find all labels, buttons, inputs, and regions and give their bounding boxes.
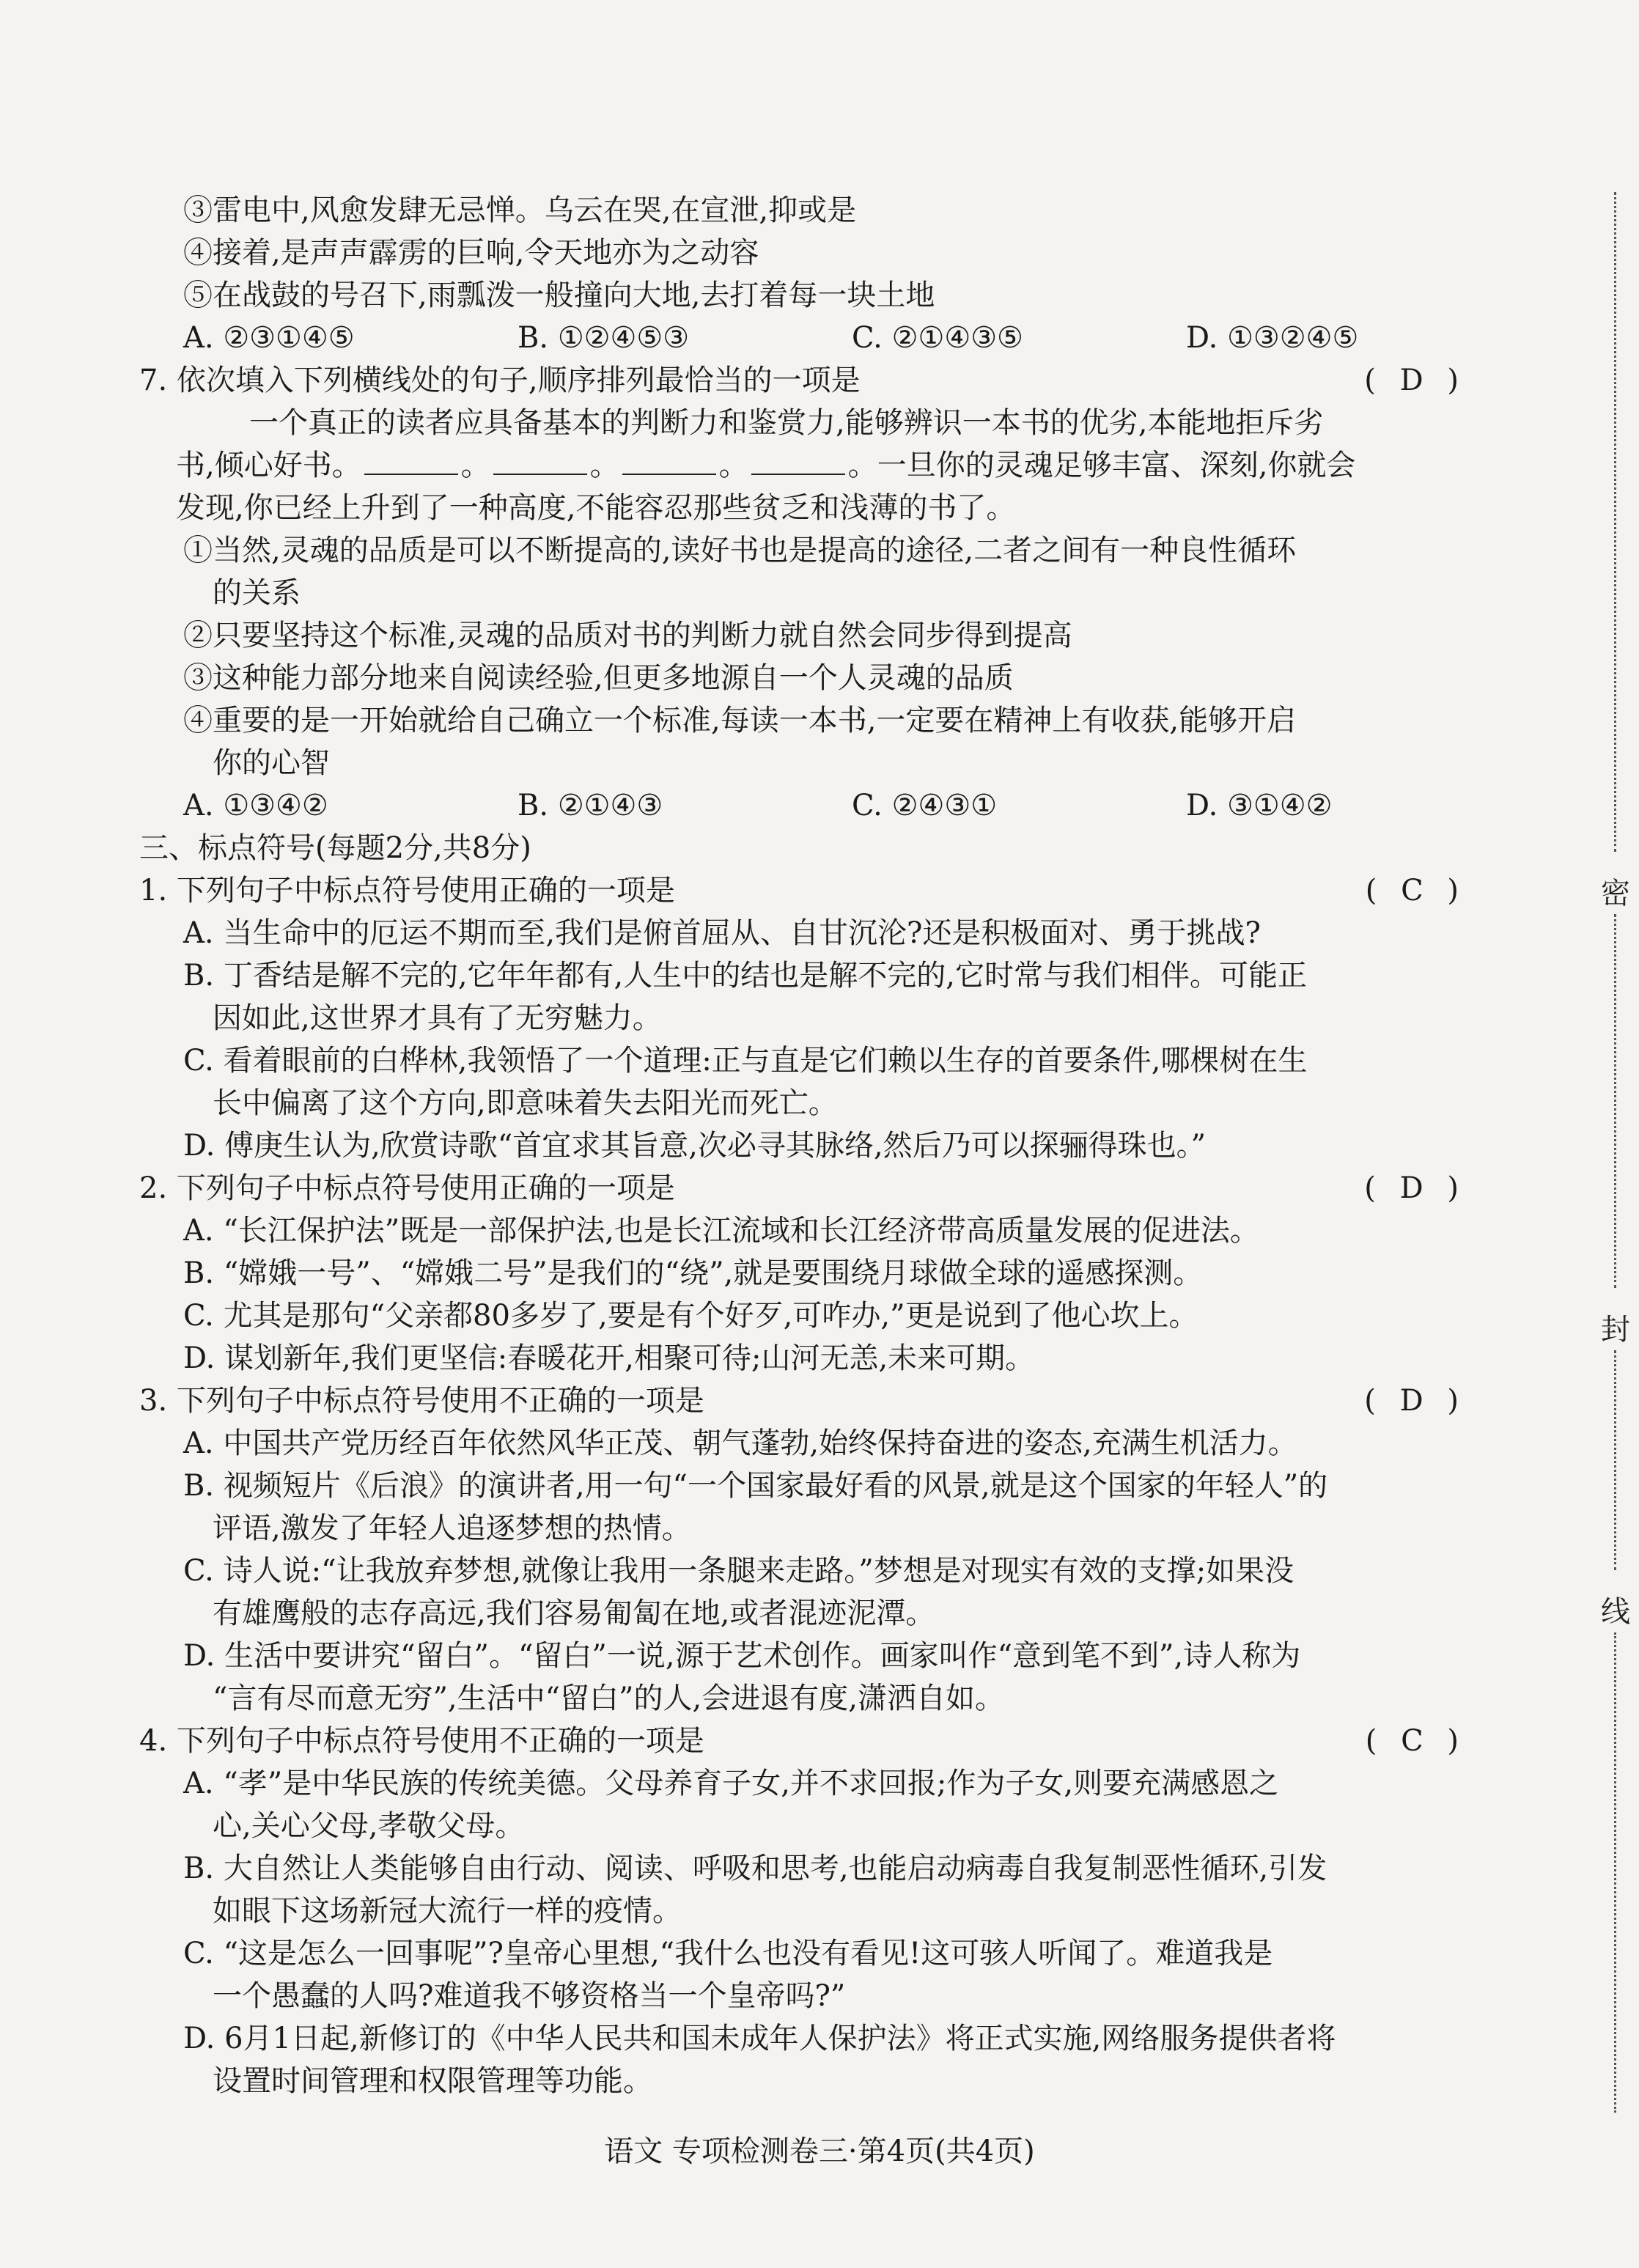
option-line: ⑤在战鼓的号召下,雨瓢泼一般撞向大地,去打着每一块土地 [183,279,935,312]
q7-item: ②只要坚持这个标准,灵魂的品质对书的判断力就自然会同步得到提高 [183,619,1072,652]
answer-q1: ( C ) [1365,874,1466,907]
answer-q2: ( D ) [1364,1171,1466,1205]
option-line: D. 6月1日起,新修订的《中华人民共和国未成年人保护法》将正式实施,网络服务提供者将 [183,2022,1336,2055]
seal-strip [1601,192,1630,2113]
choice-a: A. ①③④② [183,789,328,822]
exam-content [139,189,1466,2102]
option-line-cont: 长中偏离了这个方向,即意味着失去阳光而死亡。 [213,1086,838,1120]
question-stem: 3. 下列句子中标点符号使用不正确的一项是 ( D ) [139,1380,1466,1422]
blank-1 [364,444,458,475]
choice-d: D. ③①④② [1186,789,1333,822]
q7-item: ①当然,灵魂的品质是可以不断提高的,读好书也是提高的途径,二者之间有一种良性循环 [183,534,1297,567]
question-stem: 2. 下列句子中标点符号使用正确的一项是 ( D ) [139,1167,1466,1210]
option-line: C. 尤其是那句“父亲都80多岁了,要是有个好歹,可咋办,”更是说到了他心坎上。 [183,1299,1198,1333]
blank-3 [622,444,716,475]
seal-feng: 封 [1601,1313,1630,1347]
seal-dashed-line [1614,1350,1616,1570]
option-line: A. 中国共产党历经百年依然风华正茂、朝气蓬勃,始终保持奋进的姿态,充满生机活力。 [183,1426,1297,1460]
option-line-cont: 有雄鹰般的志存高远,我们容易匍匐在地,或者混迹泥潭。 [213,1597,935,1630]
option-line: B. 大自然让人类能够自由行动、阅读、呼吸和思考,也能启动病毒自我复制恶性循环,引发 [183,1852,1327,1885]
q7-item-cont: 你的心智 [213,746,330,780]
blank-2 [493,444,587,475]
option-line-cont: 心,关心父母,孝敬父母。 [213,1809,525,1843]
option-line-cont: 因如此,这世界才具有了无穷魅力。 [213,1001,662,1035]
option-line-cont: 如眼下这场新冠大流行一样的疫情。 [213,1894,682,1928]
option-line-cont: 评语,激发了年轻人追逐梦想的热情。 [213,1512,691,1545]
q7-item: ④重要的是一开始就给自己确立一个标准,每读一本书,一定要在精神上有收获,能够开启 [183,704,1297,737]
option-line: C. “这是怎么一回事呢”?皇帝心里想,“我什么也没有看见!这可骇人听闻了。难道我是 [183,1937,1273,1970]
option-line: A. 当生命中的厄运不期而至,我们是俯首屈从、自甘沉沦?还是积极面对、勇于挑战? [183,916,1261,950]
option-line: B. 丁香结是解不完的,它年年都有,人生中的结也是解不完的,它时常与我们相伴。可能正 [183,959,1307,993]
option-line: ④接着,是声声霹雳的巨响,令天地亦为之动容 [183,236,759,270]
choice-d: D. ①③②④⑤ [1186,321,1359,355]
choice-a: A. ②③①④⑤ [183,321,355,355]
option-line: A. “孝”是中华民族的传统美德。父母养育子女,并不求回报;作为子女,则要充满感恩之 [183,1767,1279,1800]
choice-b: B. ②①④③ [518,789,663,822]
option-line: D. 傅庚生认为,欣赏诗歌“首宜求其旨意,次必寻其脉络,然后乃可以探骊得珠也。” [183,1129,1207,1163]
answer-q3: ( D ) [1364,1384,1466,1418]
q7-passage: 一个真正的读者应具备基本的判断力和鉴赏力,能够辨识一本书的优劣,本能地拒斥劣 [249,406,1324,440]
seal-dashed-line [1614,914,1616,1288]
q7-choices [139,784,1466,827]
seal-dashed-line [1614,192,1616,852]
option-line-cont: 设置时间管理和权限管理等功能。 [213,2064,652,2098]
answer-q7: ( D ) [1364,364,1466,397]
q7-item-cont: 的关系 [213,576,301,610]
blank-4 [751,444,845,475]
q7-item: ③这种能力部分地来自阅读经验,但更多地源自一个人灵魂的品质 [183,661,1014,695]
choice-b: B. ①②④⑤③ [518,321,690,355]
option-line: ③雷电中,风愈发肆无忌惮。乌云在哭,在宣泄,抑或是 [183,194,857,227]
option-line: D. 生活中要讲究“留白”。“留白”一说,源于艺术创作。画家叫作“意到笔不到”,诗人称为 [183,1639,1301,1673]
section-title: 三、标点符号(每题2分,共8分) [139,831,531,865]
choice-c: C. ②④③① [852,789,998,822]
option-line: C. 诗人说:“让我放弃梦想,就像让我用一条腿来走路。”梦想是对现实有效的支撑;如果没 [183,1554,1294,1588]
option-line-cont: 一个愚蠢的人吗?难道我不够资格当一个皇帝吗?” [213,1979,846,2013]
option-line-cont: “言有尽而意无穷”,生活中“留白”的人,会进退有度,潇洒自如。 [213,1682,1004,1715]
seal-dashed-line [1614,1632,1616,2113]
page-footer: 语文 专项检测卷三·第4页(共4页) [604,2135,1035,2168]
answer-q4: ( C ) [1365,1724,1466,1758]
question-7-stem: 7. 依次填入下列横线处的句子,顺序排列最恰当的一项是 ( D ) [139,359,1466,402]
option-line: A. “长江保护法”既是一部保护法,也是长江流域和长江经济带高质量发展的促进法。 [183,1214,1259,1248]
question-stem: 4. 下列句子中标点符号使用不正确的一项是 ( C ) [139,1720,1466,1762]
seal-xian: 线 [1601,1595,1630,1629]
choice-c: C. ②①④③⑤ [852,321,1023,355]
q7-passage: 发现,你已经上升到了一种高度,不能容忍那些贫乏和浅薄的书了。 [176,491,1016,525]
option-line: B. “嫦娥一号”、“嫦娥二号”是我们的“绕”,就是要围绕月球做全球的遥感探测。 [183,1256,1203,1290]
q6-choices [139,317,1466,359]
option-line: C. 看着眼前的白桦林,我领悟了一个道理:正与直是它们赖以生存的首要条件,哪棵树在生 [183,1044,1308,1078]
option-line: B. 视频短片《后浪》的演讲者,用一句“一个国家最好看的风景,就是这个国家的年轻人”的 [183,1469,1328,1503]
question-stem: 1. 下列句子中标点符号使用正确的一项是 ( C ) [139,869,1466,912]
seal-mi: 密 [1601,877,1630,910]
q7-passage-blanks: 书,倾心好书。 。 。 。 。一旦你的灵魂足够丰富、深刻,你就会 [139,444,1466,487]
option-line: D. 谋划新年,我们更坚信:春暖花开,相聚可待;山河无恙,未来可期。 [183,1341,1035,1375]
